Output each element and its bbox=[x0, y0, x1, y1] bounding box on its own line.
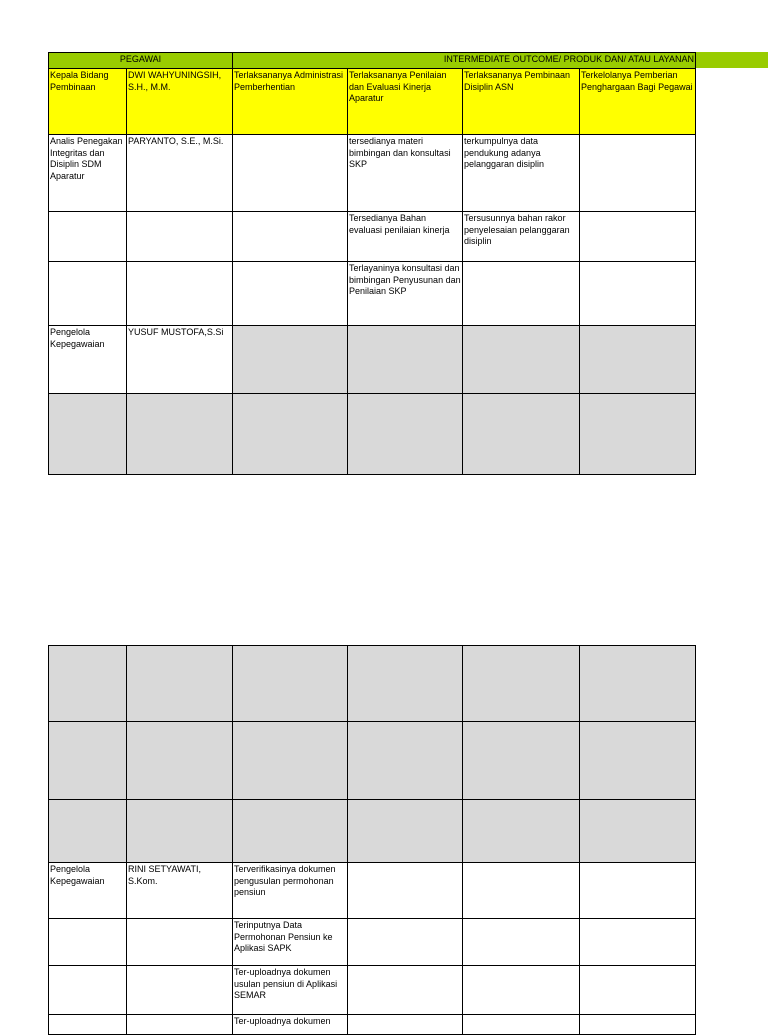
cell-empty[interactable] bbox=[348, 394, 463, 475]
cell-empty[interactable] bbox=[348, 646, 463, 722]
cell-empty[interactable] bbox=[127, 646, 233, 722]
table-row bbox=[49, 262, 696, 326]
cell-empty[interactable] bbox=[348, 800, 463, 863]
cell-empty[interactable] bbox=[463, 800, 580, 863]
table-row bbox=[49, 919, 696, 966]
cell-nama[interactable] bbox=[127, 919, 233, 966]
cell-nama[interactable] bbox=[127, 966, 233, 1015]
cell-nama[interactable]: PARYANTO, S.E., M.Si. bbox=[127, 135, 233, 212]
cell-empty[interactable] bbox=[233, 800, 348, 863]
cell-empty[interactable] bbox=[463, 646, 580, 722]
cell-empty[interactable] bbox=[233, 394, 348, 475]
table-row bbox=[49, 1015, 696, 1035]
cell-outcome[interactable] bbox=[580, 212, 696, 262]
cell-jabatan[interactable] bbox=[49, 1015, 127, 1035]
cell-nama[interactable] bbox=[127, 1015, 233, 1035]
cell-outcome[interactable] bbox=[233, 262, 348, 326]
cell-empty[interactable] bbox=[348, 863, 463, 919]
table-row bbox=[49, 800, 696, 863]
cell-empty[interactable] bbox=[463, 326, 580, 394]
cell-outcome[interactable]: Tersedianya Bahan evaluasi penilaian kinerja bbox=[348, 212, 463, 262]
cell-outcome[interactable]: Terverifikasinya dokumen pengusulan permohonan pensiun bbox=[233, 863, 348, 919]
cell-outcome[interactable]: Tersusunnya bahan rakor penyelesaian pelanggaran disiplin bbox=[463, 212, 580, 262]
cell-outcome[interactable]: Terkelolanya Pemberian Penghargaan Bagi Pegawai bbox=[580, 69, 696, 135]
cell-empty[interactable] bbox=[348, 1015, 463, 1035]
header-row bbox=[49, 53, 696, 69]
cell-empty[interactable] bbox=[580, 1015, 696, 1035]
cell-empty[interactable] bbox=[463, 966, 580, 1015]
cell-outcome[interactable]: Terlaksananya Pembinaan Disiplin ASN bbox=[463, 69, 580, 135]
cell-outcome[interactable]: Terlaksananya Penilaian dan Evaluasi Kinerja Aparatur bbox=[348, 69, 463, 135]
cell-outcome[interactable]: Terlaksananya Administrasi Pemberhentian bbox=[233, 69, 348, 135]
cell-empty[interactable] bbox=[580, 863, 696, 919]
cell-nama[interactable] bbox=[127, 212, 233, 262]
header-intermediate-outcome[interactable]: INTERMEDIATE OUTCOME/ PRODUK DAN/ ATAU LAYANAN bbox=[233, 53, 696, 69]
header-pegawai[interactable]: PEGAWAI bbox=[49, 53, 233, 69]
cell-outcome[interactable]: terkumpulnya data pendukung adanya pelanggaran disiplin bbox=[463, 135, 580, 212]
cell-outcome[interactable] bbox=[463, 262, 580, 326]
cell-outcome[interactable]: tersedianya materi bimbingan dan konsultasi SKP bbox=[348, 135, 463, 212]
cell-empty[interactable] bbox=[463, 863, 580, 919]
cell-empty[interactable] bbox=[580, 394, 696, 475]
cell-empty[interactable] bbox=[463, 394, 580, 475]
cell-jabatan[interactable]: Pengelola Kepegawaian bbox=[49, 326, 127, 394]
table-row bbox=[49, 394, 696, 475]
cell-empty[interactable] bbox=[233, 326, 348, 394]
cell-empty[interactable] bbox=[348, 966, 463, 1015]
spreadsheet-table-bottom bbox=[48, 645, 696, 1035]
table-row bbox=[49, 722, 696, 800]
cell-outcome[interactable] bbox=[580, 135, 696, 212]
cell-jabatan[interactable] bbox=[49, 919, 127, 966]
cell-outcome[interactable] bbox=[580, 262, 696, 326]
cell-empty[interactable] bbox=[127, 722, 233, 800]
cell-outcome[interactable] bbox=[233, 135, 348, 212]
cell-outcome[interactable]: Ter-uploadnya dokumen usulan pensiun di Aplikasi SEMAR bbox=[233, 966, 348, 1015]
table-row bbox=[49, 69, 696, 135]
cell-nama[interactable]: DWI WAHYUNINGSIH, S.H., M.M. bbox=[127, 69, 233, 135]
cell-empty[interactable] bbox=[463, 722, 580, 800]
cell-empty[interactable] bbox=[580, 800, 696, 863]
table-row bbox=[49, 135, 696, 212]
cell-empty[interactable] bbox=[348, 722, 463, 800]
cell-jabatan[interactable]: Pengelola Kepegawaian bbox=[49, 863, 127, 919]
table-row bbox=[49, 212, 696, 262]
table-row bbox=[49, 863, 696, 919]
table-row bbox=[49, 326, 696, 394]
cell-empty[interactable] bbox=[463, 1015, 580, 1035]
cell-empty[interactable] bbox=[580, 966, 696, 1015]
cell-jabatan[interactable] bbox=[49, 212, 127, 262]
header-overflow-bar bbox=[694, 52, 768, 68]
cell-empty[interactable] bbox=[580, 646, 696, 722]
table-row bbox=[49, 646, 696, 722]
cell-empty[interactable] bbox=[49, 722, 127, 800]
cell-outcome[interactable]: Terinputnya Data Permohonan Pensiun ke Aplikasi SAPK bbox=[233, 919, 348, 966]
cell-empty[interactable] bbox=[348, 919, 463, 966]
cell-empty[interactable] bbox=[49, 800, 127, 863]
cell-empty[interactable] bbox=[463, 919, 580, 966]
cell-jabatan[interactable] bbox=[49, 262, 127, 326]
cell-nama[interactable]: YUSUF MUSTOFA,S.Si bbox=[127, 326, 233, 394]
cell-empty[interactable] bbox=[233, 646, 348, 722]
cell-jabatan[interactable] bbox=[49, 966, 127, 1015]
spreadsheet-table-top bbox=[48, 52, 696, 475]
cell-empty[interactable] bbox=[127, 800, 233, 863]
cell-empty[interactable] bbox=[580, 326, 696, 394]
cell-outcome[interactable]: Ter-uploadnya dokumen bbox=[233, 1015, 348, 1035]
cell-empty[interactable] bbox=[580, 722, 696, 800]
cell-empty[interactable] bbox=[49, 394, 127, 475]
cell-empty[interactable] bbox=[233, 722, 348, 800]
cell-jabatan[interactable]: Analis Penegakan Integritas dan Disiplin SDM Aparatur bbox=[49, 135, 127, 212]
cell-nama[interactable] bbox=[127, 262, 233, 326]
cell-jabatan[interactable]: Kepala Bidang Pembinaan bbox=[49, 69, 127, 135]
cell-empty[interactable] bbox=[580, 919, 696, 966]
table-row bbox=[49, 966, 696, 1015]
cell-empty[interactable] bbox=[348, 326, 463, 394]
cell-outcome[interactable] bbox=[233, 212, 348, 262]
cell-outcome[interactable]: Terlayaninya konsultasi dan bimbingan Penyusunan dan Penilaian SKP bbox=[348, 262, 463, 326]
cell-nama[interactable]: RINI SETYAWATI, S.Kom. bbox=[127, 863, 233, 919]
cell-empty[interactable] bbox=[127, 394, 233, 475]
cell-empty[interactable] bbox=[49, 646, 127, 722]
